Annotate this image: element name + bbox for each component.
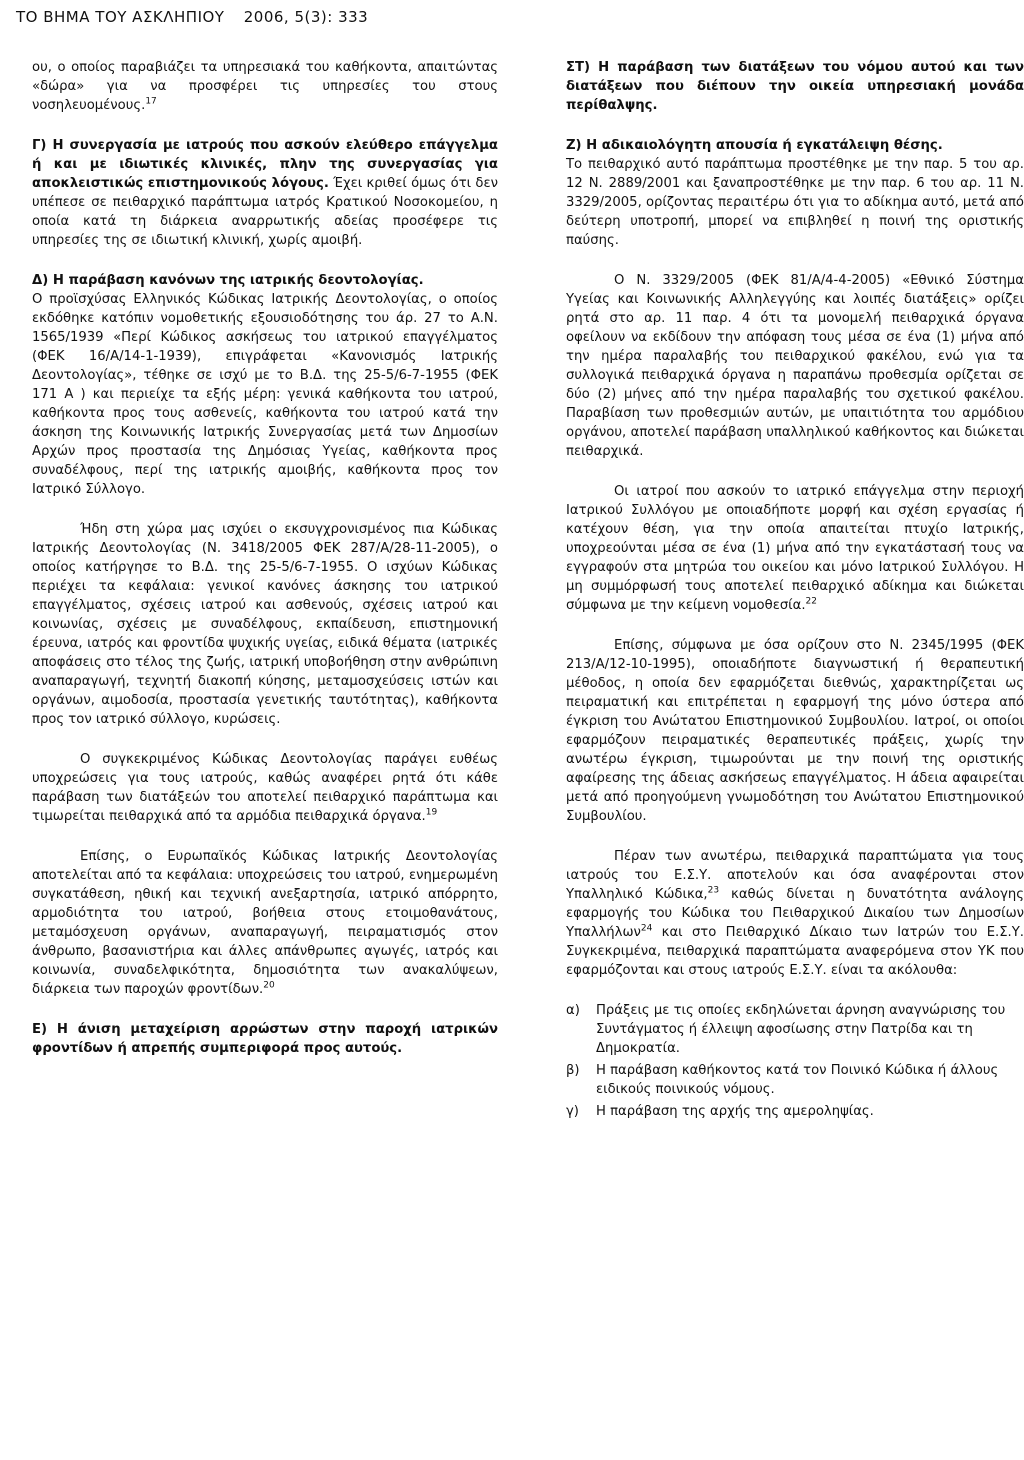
running-header — [16, 8, 368, 26]
section-heading: ΣΤ) Η παράβαση των διατάξεων του νόμου αυτού και των διατάξεων που διέπουν την οικεία υπηρεσιακή μονάδα περίθαλψης. — [566, 60, 1024, 113]
footnote-ref: 23 — [707, 885, 720, 896]
footnote-ref: 22 — [805, 596, 817, 607]
paragraph — [32, 847, 498, 999]
section-heading: Γ) Η συνεργασία με ιατρούς που ασκούν ελεύθερο επάγγελμα ή και με ιδιωτικές κλινικές, πλην της συνεργασίας για αποκλειστικώς επιστημονικούς λόγους. — [32, 138, 498, 191]
list-item — [566, 1001, 1024, 1058]
paragraph — [32, 520, 498, 729]
paragraph-text: Το πειθαρχικό αυτό παράπτωμα προστέθηκε με την παρ. 5 του αρ. 12 Ν. 2889/2001 και ξαναπροστέθηκε με την παρ. 6 του αρ. 11 Ν. 3329/2005, ορίζοντας περαιτέρω ότι για το αδίκημα αυτό, μετά από δεύτερη υποτροπή, μπορεί να επιβληθεί η ποινή της οριστικής παύσης. — [566, 157, 1024, 248]
section-g — [32, 136, 498, 250]
right-column — [566, 58, 1024, 1124]
section-z — [566, 136, 1024, 250]
footnote-ref: 24 — [640, 923, 653, 934]
list-item-text: Πράξεις με τις οποίες εκδηλώνεται άρνηση αναγνώρισης του Συντάγματος ή έλλειψη αφοσίωσης στην Πατρίδα και τη Δημοκρατία. — [596, 1003, 1006, 1056]
paragraph-text: Ο συγκεκριμένος Κώδικας Δεοντολογίας παράγει ευθέως υποχρεώσεις για τους ιατρούς, καθώς αναφέρει ρητά ότι κάθε παράβαση των διατάξεών του αποτελεί πειθαρχικό παράπτωμα και τιμωρείται πειθαρχικά από τα αρμόδια πειθαρχικά όργανα. — [32, 752, 498, 824]
paragraph-text: και στο Πειθαρχικό Δίκαιο των Ιατρών του Ε.Σ.Υ. Συγκεκριμένα, πειθαρχικά παραπτώματα αναφερόμενα στον ΥΚ που εφαρμόζονται και στους ιατρούς Ε.Σ.Υ. είναι τα ακόλουθα: — [566, 925, 1024, 978]
paragraph-text: Έχει κριθεί όμως ότι δεν υπέπεσε σε πειθαρχικό παράπτωμα ιατρός Κρατικού Νοσοκομείου, η οποία κατά τη διάρκεια αναρρωτικής αδείας προσέφερε τις υπηρεσίες της σε ιδιωτική κλινική, χωρίς αμοιβή. — [32, 176, 498, 248]
list-item-text: Η παράβαση καθήκοντος κατά τον Ποινικό Κώδικα ή άλλους ειδικούς ποινικούς νόμους. — [596, 1063, 999, 1097]
footnote-ref: 19 — [425, 807, 438, 818]
list-marker: γ) — [566, 1104, 579, 1119]
offense-list — [566, 1001, 1024, 1121]
left-column — [32, 58, 498, 1079]
paragraph — [566, 847, 1024, 980]
paragraph-text: Πέραν των ανωτέρω, πειθαρχικά παραπτώματα για τους ιατρούς του Ε.Σ.Υ. αποτελούν και όσα αναφέρονται στον Υπαλληλικό Κώδικα, — [566, 849, 1024, 902]
section-heading: Ζ) Η αδικαιολόγητη απουσία ή εγκατάλειψη θέσης. — [566, 138, 943, 153]
list-item — [566, 1102, 1024, 1121]
issue-citation: 2006, 5(3): 333 — [243, 8, 369, 26]
paragraph — [566, 636, 1024, 826]
paragraph-text: Ο Ν. 3329/2005 (ΦΕΚ 81/Α/4-4-2005) «Εθνικό Σύστημα Υγείας και Κοινωνικής Αλληλεγγύης και λοιπές διατάξεις» ορίζει ρητά στο αρ. 11 παρ. 4 ότι τα μονομελή πειθαρχικά όργανα οφείλουν να εκδίδουν την απόφαση τους μέσα σε ένα (1) μήνα από την ημέρα παραλαβής του πειθαρχικού φακέλου, ενώ για τα συλλογικά πειθαρχικά όργανα η παραπάνω προθεσμία ορίζεται σε δύο (2) μήνες από την ημέρα παραλαβής του σχετικού φακέλου. Παραβίαση των προθεσμιών αυτών, με υπαιτιότητα του αρμόδιου οργάνου, αποτελεί παράβαση υπαλληλικού καθήκοντος και διώκεται πειθαρχικά. — [566, 273, 1024, 459]
paragraph-text: Επίσης, ο Ευρωπαϊκός Κώδικας Ιατρικής Δεοντολογίας αποτελείται από τα κεφάλαια: υποχρεώσεις του ιατρού, ενημερωμένη συγκατάθεση, ηθική και τεχνική ανεξαρτησία, ιατρικό απόρρητο, αρμοδιότητα του ιατρού, βοήθεια στους ετοιμοθανάτους, μεταμόσχευση οργάνων, αναπαραγωγή, πειραματισμός στον άνθρωπο, βασανιστήρια και άλλες απάνθρωπες αγωγές, ιατρός και κοινωνία, συναδελφικότητα, δημοσιότητα των ανακαλύψεων, διάρκεια των παροχών φροντίδων. — [32, 849, 498, 997]
paragraph — [566, 271, 1024, 461]
list-item-text: Η παράβαση της αρχής της αμεροληψίας. — [596, 1104, 874, 1119]
paragraph-text: Ήδη στη χώρα μας ισχύει ο εκσυγχρονισμένος πια Κώδικας Ιατρικής Δεοντολογίας (Ν. 3418/2005 ΦΕΚ 287/Α/28-11-2005), ο οποίος κατήργησε το Β.Δ. της 25-5/6-7-1955. Ο ισχύων Κώδικας περιέχει τα κεφάλαια: γενικοί κανόνες άσκησης του ιατρικού επαγγέλματος, σχέσεις ιατρού και ασθενούς, σχέσεις ιατρού και κοινωνίας, σχέσεις με συναδέλφους, εκπαίδευση, επιστημονική έρευνα, ιατρός και φροντίδα ψυχικής υγείας, ειδικά θέματα (ιατρικές αποφάσεις στο τέλος της ζωής, ιατρική υποβοήθηση στην ανθρώπινη αναπαραγωγή, τεχνητή διακοπή κύησης, μεταμοσχεύσεις ιστών και οργάνων, αιμοδοσία, προστασία γενετικής ταυτότητας), καθήκοντα προς τον ιατρικό σύλλογο, κυρώσεις. — [32, 522, 498, 727]
section-heading: Δ) Η παράβαση κανόνων της ιατρικής δεοντολογίας. — [32, 273, 424, 288]
section-st — [566, 58, 1024, 115]
paragraph-text: ου, ο οποίος παραβιάζει τα υπηρεσιακά του καθήκοντα, απαιτώντας «δώρα» για να προσφέρει τις υπηρεσίες του στους νοσηλευομένους. — [32, 60, 498, 113]
journal-title: ΤΟ ΒΗΜΑ ΤΟΥ ΑΣΚΛΗΠΙΟΥ — [16, 8, 225, 26]
paragraph-text: Οι ιατροί που ασκούν το ιατρικό επάγγελμα στην περιοχή Ιατρικού Συλλόγου με οποιαδήποτε μορφή και σχέση εργασίας ή κατέχουν θέση, για την οποία απαιτείται πτυχίο Ιατρικής, υποχρεούνται μέσα σε ένα (1) μήνα από την εγκατάστασή τους να εγγραφούν στα μητρώα του οικείου και μόνο Ιατρικού Συλλόγου. Η μη συμμόρφωσή τους αποτελεί πειθαρχικό αδίκημα και διώκεται σύμφωνα με την κείμενη νομοθεσία. — [566, 484, 1024, 613]
section-heading: Ε) Η άνιση μεταχείριση αρρώστων στην παροχή ιατρικών φροντίδων ή απρεπής συμπεριφορά προς αυτούς. — [32, 1022, 498, 1056]
section-d — [32, 271, 498, 499]
footnote-ref: 17 — [145, 96, 157, 107]
section-e — [32, 1020, 498, 1058]
paragraph — [566, 482, 1024, 615]
list-marker: β) — [566, 1063, 580, 1078]
paragraph-text: Επίσης, σύμφωνα με όσα ορίζουν στο Ν. 2345/1995 (ΦΕΚ 213/Α/12-10-1995), οποιαδήποτε διαγνωστική ή θεραπευτική μέθοδος, η οποία δεν εφαρμόζεται διεθνώς, χαρακτηρίζεται ως πειραματική και επιτρέπεται η εφαρμογή της μόνο ύστερα από έγκριση του Ανώτατου Επιστημονικού Συμβουλίου. Ιατροί, οι οποίοι εφαρμόζουν πειραματικές θεραπευτικές πράξεις, χωρίς την ανωτέρω έγκριση, τιμωρούνται με την ποινή της οριστικής αφαίρεσης της άδειας ασκήσεως επαγγέλματος. Η άδεια αφαιρείται μετά από προηγούμενη γνωμοδότηση του Ανώτατου Επιστημονικού Συμβουλίου. — [566, 638, 1024, 824]
list-item — [566, 1061, 1024, 1099]
paragraph-text: Ο προϊσχύσας Ελληνικός Κώδικας Ιατρικής Δεοντολογίας, ο οποίος εκδόθηκε κατόπιν νομοθετικής εξουσιοδότησης του άρ. 27 το Α.Ν. 1565/1939 «Περί Κώδικος ασκήσεως του ιατρικού επαγγέλματος (ΦΕΚ 16/Α/14-1-1939), επιγράφεται «Κανονισμός Ιατρικής Δεοντολογίας», τέθηκε σε ισχύ με το Β.Δ. της 25-5/6-7-1955 (ΦΕΚ 171 Α ) και περιείχε τα εξής μέρη: γενικά καθήκοντα του ιατρού, καθήκοντα προς τους ασθενείς, καθήκοντα του ιατρού κατά την άσκηση της Κοινωνικής Ιατρικής Συνεργασίας μετά των Δημοσίων Αρχών προς προστασία της Δημόσιας Υγείας, καθήκοντα προς συναδέλφους, περί της ιατρικής αμοιβής, καθήκοντα προς τον Ιατρικό Σύλλογο. — [32, 292, 498, 497]
footnote-ref: 20 — [263, 980, 275, 991]
paragraph — [32, 750, 498, 826]
paragraph-text: καθώς δίνεται η δυνατότητα ανάλογης εφαρμογής του Κώδικα του Πειθαρχικού Δικαίου των Δημοσίων Υπαλλήλων — [566, 887, 1024, 940]
paragraph — [32, 58, 498, 115]
list-marker: α) — [566, 1003, 580, 1018]
